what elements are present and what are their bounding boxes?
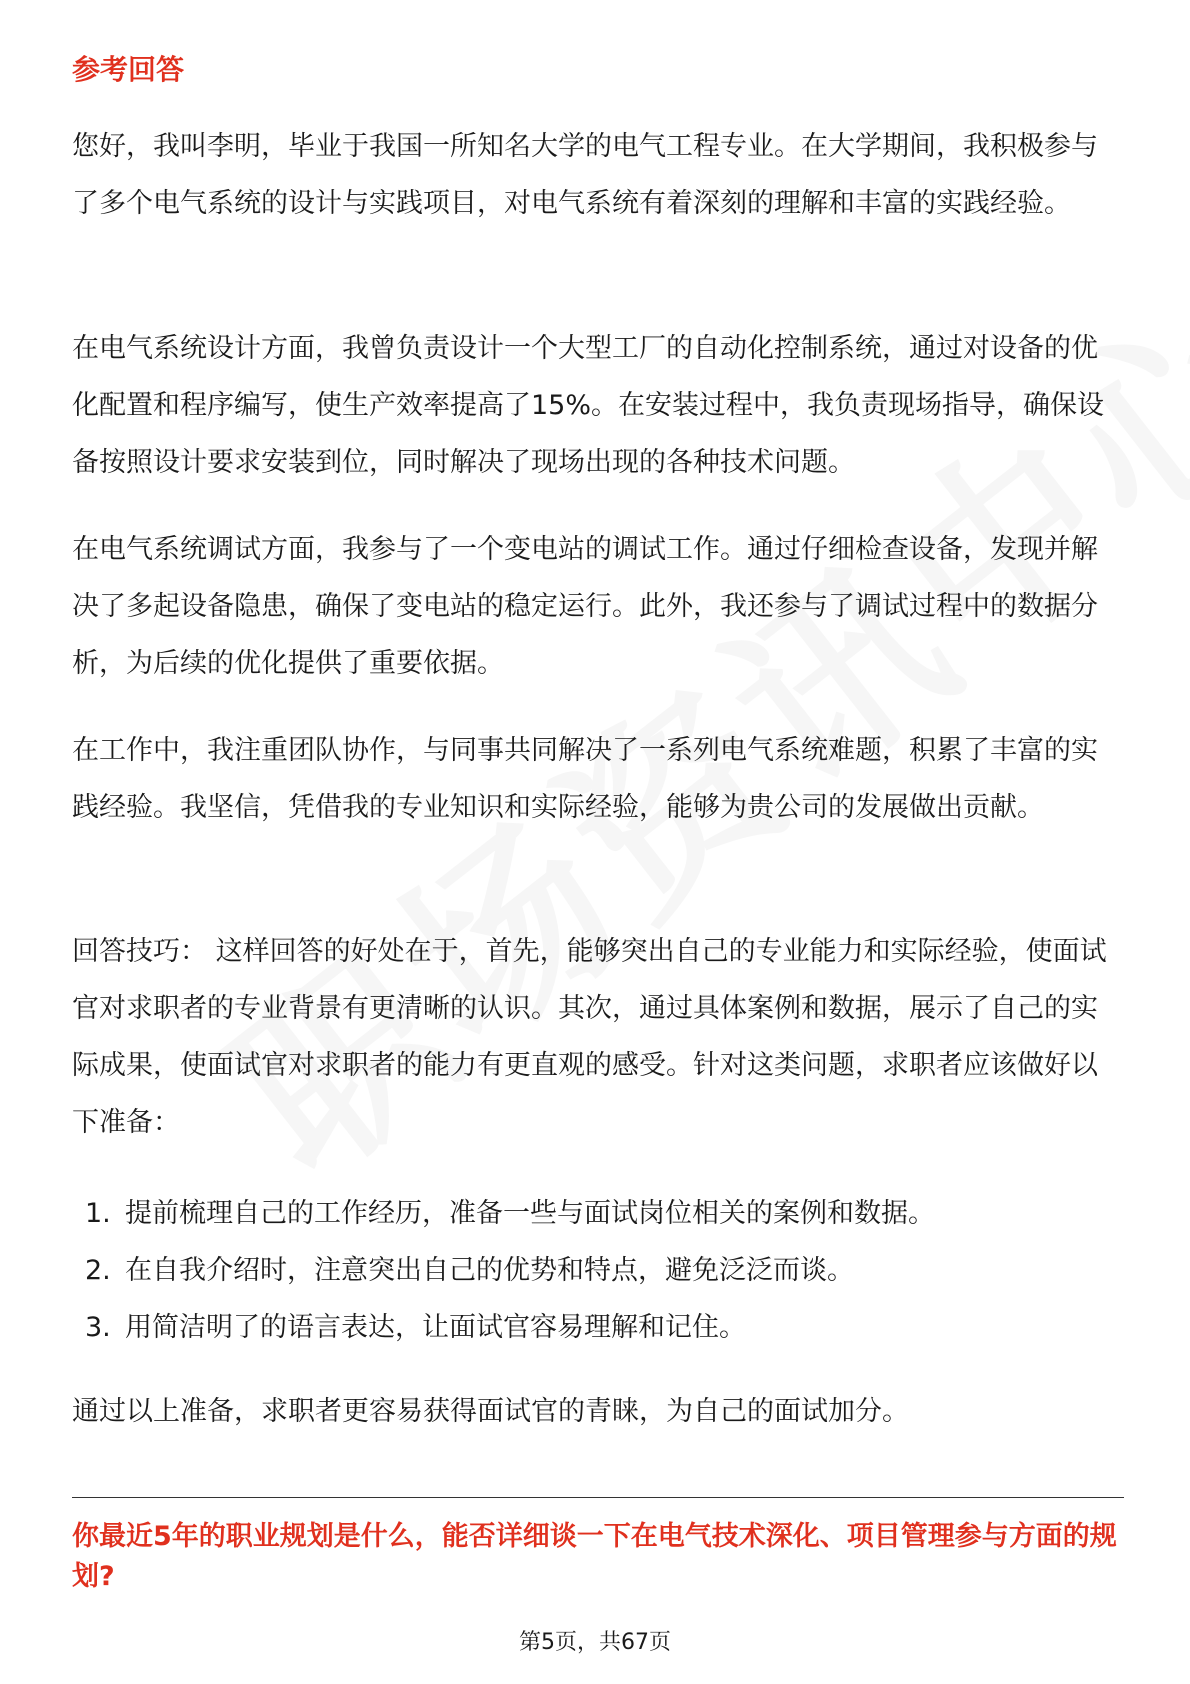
section-title: 参考回答 [72, 53, 185, 86]
answer-paragraph-intro: 您好，我叫李明，毕业于我国一所知名大学的电气工程专业。在大学期间，我积极参与了多个电气系统的设计与实践项目，对电气系统有着深刻的理解和丰富的实践经验。 [72, 131, 1098, 219]
section-divider [72, 1497, 1124, 1498]
list-item-text: 用简洁明了的语言表达，让面试官容易理解和记住。 [125, 1312, 746, 1343]
tips-list [85, 1185, 1115, 1356]
answer-paragraph-debugging: 在电气系统调试方面，我参与了一个变电站的调试工作。通过仔细检查设备，发现并解决了多起设备隐患，确保了变电站的稳定运行。此外，我还参与了调试过程中的数据分析，为后续的优化提供了重要依据。 [72, 534, 1098, 679]
list-item-text: 提前梳理自己的工作经历，准备一些与面试岗位相关的案例和数据。 [125, 1198, 935, 1229]
answer-paragraph-teamwork: 在工作中，我注重团队协作，与同事共同解决了一系列电气系统难题，积累了丰富的实践经验。我坚信，凭借我的专业知识和实际经验，能够为贵公司的发展做出贡献。 [72, 735, 1098, 823]
list-item [85, 1242, 1115, 1299]
closing-paragraph: 通过以上准备，求职者更容易获得面试官的青睐，为自己的面试加分。 [72, 1396, 909, 1427]
next-question-heading: 你最近5年的职业规划是什么，能否详细谈一下在电气技术深化、项目管理参与方面的规划? [72, 1521, 1117, 1592]
page-number: 第5页，共67页 [519, 1630, 671, 1655]
list-item [85, 1185, 1115, 1242]
answer-tips-paragraph: 回答技巧： 这样回答的好处在于，首先，能够突出自己的专业能力和实际经验，使面试官对求职者的专业背景有更清晰的认识。其次，通过具体案例和数据，展示了自己的实际成果，使面试官对求职者的能力有更直观的感受。针对这类问题，求职者应该做好以下准备： [72, 936, 1107, 1138]
list-item-number: 1. [85, 1198, 111, 1229]
answer-paragraph-design: 在电气系统设计方面，我曾负责设计一个大型工厂的自动化控制系统，通过对设备的优化配置和程序编写，使生产效率提高了15%。在安装过程中，我负责现场指导，确保设备按照设计要求安装到位，同时解决了现场出现的各种技术问题。 [72, 333, 1105, 478]
list-item [85, 1299, 1115, 1356]
list-item-number: 3. [85, 1312, 111, 1343]
list-item-number: 2. [85, 1255, 111, 1286]
list-item-text: 在自我介绍时，注意突出自己的优势和特点，避免泛泛而谈。 [125, 1255, 854, 1286]
